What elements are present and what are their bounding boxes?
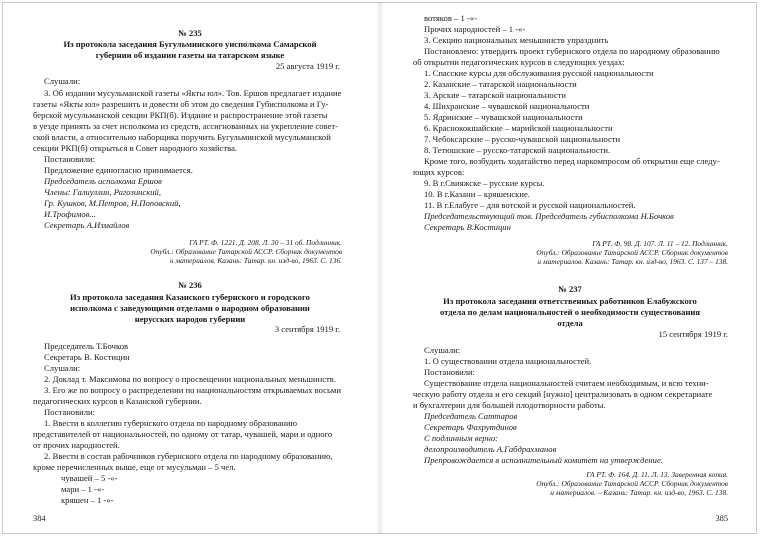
- cont-signature: Секретарь В.Костицин: [424, 222, 511, 232]
- doc236-count: кряшен – 1 -«-: [61, 495, 114, 505]
- cont-line: 8. Тетюшские – русско-татарской национальности.: [424, 145, 611, 155]
- cont-line: 7. Чебоксарские – русско-чувашской национальности: [424, 134, 621, 144]
- doc237-signature: Препровождается в исполнительный комитет на утверждение.: [424, 455, 663, 465]
- doc235-line: ской власти, а относительно наборщика поручить Бугульминской мусульманской: [33, 132, 331, 142]
- doc235-line: газеты «Якты юл» разрешить и довести об этом до сведения Губисполкома и Гу-: [33, 99, 329, 109]
- cont-line: об открытии педагогических курсов в следующих уездах:: [413, 57, 625, 67]
- doc236-line: кроме перечисленных выше, еще от мусульман – 5 чел.: [33, 462, 236, 472]
- doc235-signature: Гр. Кушков, М.Петров, Н.Поповский,: [44, 198, 181, 208]
- doc237-title-line: отдела по делам национальностей о необходимости существования: [439, 307, 701, 317]
- cont-line: 10. В г.Казани – кряшенские.: [424, 189, 530, 199]
- cont-line: ющих курсов:: [413, 167, 465, 177]
- cont-source: Опубл.: Образование Татарской АССР. Сборник документов: [536, 248, 728, 257]
- doc236-line: 2. Доклад т. Максимова по вопросу о просвещении национальных меньшинств.: [44, 374, 336, 384]
- doc237-source: и материалов. – Казань: Татар. кн. изд-во, 1963. С. 138.: [550, 488, 728, 497]
- doc235-line: Предложение единогласно принимается.: [44, 165, 193, 175]
- doc236-title-line: исполкома с заведующими отделами о народном образовании: [70, 303, 310, 313]
- cont-line: 2. Казанские – татарской национальности: [424, 79, 577, 89]
- cont-source: и материалов. Казань: Татар. кн. изд-во, 1963. С. 137 – 138.: [537, 257, 728, 266]
- doc237-signature: Председатель Саттаров: [424, 411, 518, 421]
- doc235-number: № 235: [178, 28, 202, 38]
- doc236-line: Председатель Т.Бочков: [44, 341, 129, 351]
- doc235-date: 25 августа 1919 г.: [275, 61, 340, 71]
- doc237-line: ческую работу отдела и его секций [нужно] централизовать в одном секретариате: [413, 389, 713, 399]
- doc237-line: Постановили:: [424, 367, 476, 377]
- doc237-title-line: отдела: [557, 318, 583, 328]
- doc235-line: секции РКП(б) открыться в Совет народного хозяйства.: [33, 143, 238, 153]
- doc235-line: Постановили:: [44, 154, 96, 164]
- cont-count: Прочих народностей – 1 -«-: [424, 24, 526, 34]
- doc236-line: 1. Ввести в коллегию губернского отдела по народному образованию: [44, 418, 298, 428]
- cont-line: 5. Ядринские – чувашской национальности: [424, 112, 583, 122]
- doc237-line: и бухгалтерии для большей плодотворности работы.: [413, 400, 606, 410]
- page-number-left: 384: [33, 514, 46, 523]
- doc236-title-line: нерусских народов губернии: [134, 314, 246, 324]
- doc236-date: 3 сентября 1919 г.: [274, 324, 340, 334]
- doc236-line: Слушали:: [44, 363, 81, 373]
- doc236-line: Постановили:: [44, 407, 96, 417]
- doc235-signature: Секретарь А.Измайлов: [44, 220, 130, 230]
- doc237-signature: делопроизводитель А.Габдрахманов: [424, 444, 557, 454]
- doc237-signature: Секретарь Фахрутдинов: [424, 422, 517, 432]
- doc236-count: мари – 1 -«-: [61, 484, 105, 494]
- doc236-line: представителей от национальностей, по одному от татар, чувашей, мари и одного: [33, 429, 333, 439]
- doc236-line: от прочих народностей.: [33, 440, 120, 450]
- doc236-number: № 236: [178, 280, 202, 290]
- doc235-source: ГА РТ. Ф. 1221. Д. 208. Л. 30 – 31 об. Подлинник.: [189, 238, 342, 247]
- cont-source: ГА РТ. Ф. 98. Д. 107. Л. 11 – 12. Подлинник.: [592, 239, 728, 248]
- doc235-signature: Председатель исполкома Ершов: [44, 176, 162, 186]
- doc237-line: 1. О существовании отдела национальностей.: [424, 356, 592, 366]
- doc235-title-line: Из протокола заседания Бугульминского уисполкома Самарской: [63, 39, 317, 49]
- doc237-date: 15 сентября 1919 г.: [658, 329, 728, 339]
- cont-line: 3. Арские – татарской национальности: [424, 90, 566, 100]
- doc235-source: и материалов. Казань: Татар. кн. изд-во, 1963. С. 136.: [169, 256, 342, 265]
- cont-signature: Председательствующий тов. Председатель губисполкома Н.Бочков: [424, 211, 674, 221]
- cont-line: 3. Секцию национальных меньшинств упразднить: [424, 35, 609, 45]
- doc237-source: ГА РТ. Ф. 164. Д. 11. Л. 13. Заверенная копия.: [586, 470, 728, 479]
- doc237-signature: С подлинным верно:: [424, 433, 498, 443]
- cont-line: Постановлено: утвердить проект губернского отдела по народному образованию: [424, 46, 720, 56]
- doc237-line: Слушали:: [424, 345, 461, 355]
- cont-line: 11. В г.Елабуге – для вотской и русской национальностей.: [424, 200, 636, 210]
- doc237-source: Опубл.: Образование Татарской АССР. Сборник документов: [536, 479, 728, 488]
- doc237-title-line: Из протокола заседания ответственных работников Елабужского: [443, 296, 697, 306]
- doc236-line: 2. Ввести в состав рабочников губернского отдела по народному образованию,: [44, 451, 333, 461]
- cont-line: 1. Спасские курсы для обслуживания русской национальности: [424, 68, 654, 78]
- page-number-right: 385: [715, 514, 728, 523]
- cont-line: 6. Краснококшайские – марийской национальности: [424, 123, 613, 133]
- doc237-number: № 237: [558, 284, 582, 294]
- doc236-line: педагогических курсов в Казанской губернии.: [33, 396, 202, 406]
- doc235-signature: И.Трофимов...: [44, 209, 96, 219]
- doc236-count: чувашей – 5 -«-: [61, 473, 118, 483]
- doc236-line: 3. Его же по вопросу о распределении по национальностям открываемых восьми: [44, 385, 341, 395]
- doc235-title-line: губернии об издании газеты на татарском языке: [95, 50, 285, 60]
- cont-count: вотяков – 1 -«-: [424, 13, 477, 23]
- doc235-source: Опубл.: Образование Татарской АССР. Сборник документов: [150, 247, 342, 256]
- doc235-line: Слушали:: [44, 76, 81, 86]
- right-page: [380, 0, 760, 537]
- doc235-signature: Члены: Галиуллин, Рагозинский,: [44, 187, 161, 197]
- doc235-line: берской мусульманской секции РКП(б). Издание и распространение этой газеты: [33, 110, 328, 120]
- cont-line: 4. Шихранские – чувашской национальности: [424, 101, 590, 111]
- doc236-title-line: Из протокола заседания Казанского губернского и городского: [70, 292, 310, 302]
- cont-line: Кроме того, возбудить ходатайство перед наркомпросом об открытии еще следу-: [424, 156, 720, 166]
- doc235-line: в уезде принять за счет исполкома из средств, ассигнованных на укрепление совет-: [33, 121, 338, 131]
- doc236-line: Секретарь В. Костицин: [44, 352, 130, 362]
- doc237-line: Существование отдела национальностей считаем необходимым, и всю техни-: [424, 378, 709, 388]
- cont-line: 9. В г.Свияжске – русские курсы.: [424, 178, 545, 188]
- doc235-line: 3. Об издании мусульманской газеты «Якты юл». Тов. Ершов предлагает издание: [44, 88, 342, 98]
